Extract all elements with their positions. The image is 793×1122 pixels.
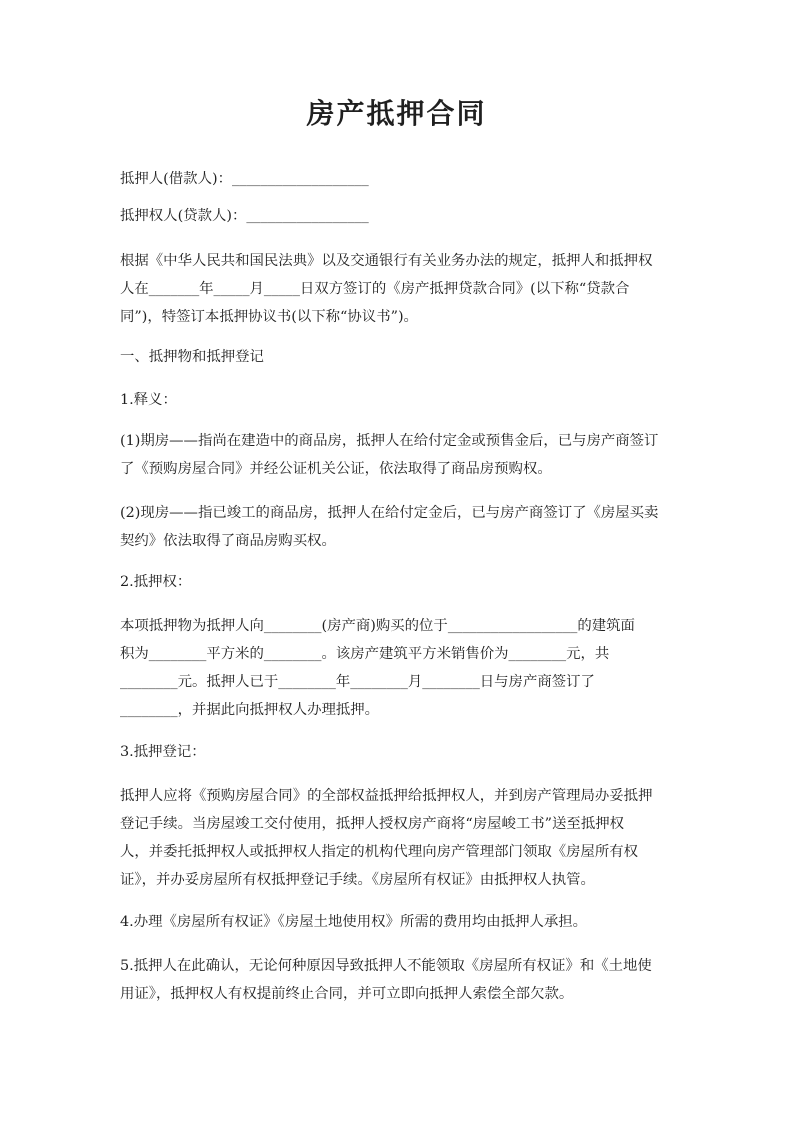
mortgagee-line: 抵押权人(贷款人)：_________________	[120, 208, 369, 224]
clause-5-line-2: 用证》，抵押权人有权提前终止合同，并可立即向抵押人索偿全部欠款。	[120, 986, 574, 1002]
clause-1-2-line-2: 契约》依法取得了商品房购买权。	[120, 533, 336, 549]
document-title: 房产抵押合同	[306, 97, 487, 130]
clause-2-line-2: 积为________平方米的________。该房产建筑平方米销售价为________元，共	[120, 646, 610, 662]
preamble-line-3: 同”)，特签订本抵押协议书(以下称“协议书”)。	[120, 309, 418, 325]
preamble-line-2: 人在_______年_____月_____日双方签订的《房产抵押贷款合同》(以下称“贷款合	[120, 281, 630, 297]
clause-2-line-1: 本项抵押物为抵押人向________(房产商)购买的位于__________________的建筑面	[120, 618, 635, 634]
mortgagor-line: 抵押人(借款人)：___________________	[120, 171, 369, 187]
clause-1-heading: 1.释义：	[120, 392, 177, 408]
section-heading-1: 一、抵押物和抵押登记	[120, 349, 264, 365]
clause-3-heading: 3.抵押登记：	[120, 744, 206, 760]
clause-2-line-3: ________元。抵押人已于________年________月________日与房产商签订了	[120, 674, 595, 690]
clause-5-line-1: 5.抵押人在此确认，无论何种原因导致抵押人不能领取《房屋所有权证》和《土地使	[120, 958, 652, 974]
clause-1-2-line-1: (2)现房——指已竣工的商品房，抵押人在给付定金后，已与房产商签订了《房屋买卖	[120, 505, 659, 521]
clause-1-1-line-2: 了《预购房屋合同》并经公证机关公证，依法取得了商品房预购权。	[120, 461, 552, 477]
clause-3-line-4: 证》，并办妥房屋所有权抵押登记手续。《房屋所有权证》由抵押权人执管。	[120, 872, 595, 888]
clause-3-line-3: 人，并委托抵押权人或抵押权人指定的机构代理向房产管理部门领取《房屋所有权	[120, 844, 639, 860]
clause-2-heading: 2.抵押权：	[120, 574, 192, 590]
clause-3-line-2: 登记手续。当房屋竣工交付使用，抵押人授权房产商将“房屋峻工书”送至抵押权	[120, 816, 624, 832]
clause-4-line: 4.办理《房屋所有权证》《房屋土地使用权》所需的费用均由抵押人承担。	[120, 914, 588, 930]
clause-1-1-line-1: (1)期房——指尚在建造中的商品房，抵押人在给付定金或预售金后，已与房产商签订	[120, 433, 659, 449]
clause-3-line-1: 抵押人应将《预购房屋合同》的全部权益抵押给抵押权人，并到房产管理局办妥抵押	[120, 788, 653, 804]
preamble-line-1: 根据《中华人民共和国民法典》以及交通银行有关业务办法的规定，抵押人和抵押权	[120, 253, 653, 269]
clause-2-line-4: ________，并据此向抵押权人办理抵押。	[120, 702, 380, 718]
